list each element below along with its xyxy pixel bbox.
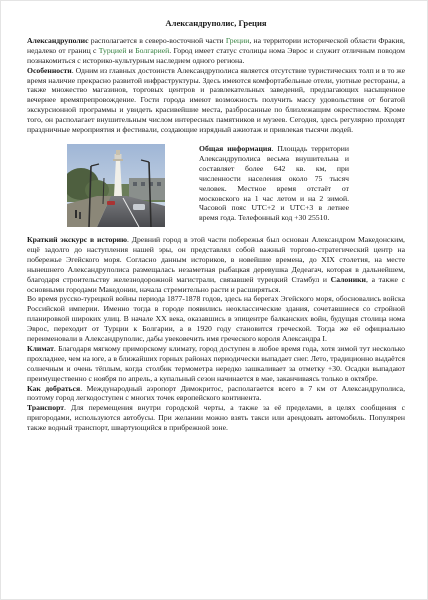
city-street-lighthouse-photo: [67, 144, 165, 227]
link-greece[interactable]: Греции: [225, 35, 250, 45]
transport-paragraph: Транспорт. Для перемещения внутри городской черты, а также за её пределами, в целях сообщения с пригородами, используются автобусы. При желании можно взять такси или арендовать автомобиль. Популярен также водный транспорт, швартующийся в прибрежной зоне.: [27, 403, 405, 433]
link-turkey[interactable]: Турцией: [98, 45, 127, 55]
intro-paragraph: Александруполис располагается в северо-восточной части Греции, на территории исторической области Фракия, недалеко от границ с Турцией и Болгарией. Город имеет статус столицы нома Эврос и служит отличным поводом познакомиться с историко-культурным наследием одного региона.: [27, 35, 405, 65]
intro-label: Александруполис: [27, 35, 89, 45]
salonika-label: Салоники: [330, 274, 366, 284]
getting-label: Как добраться: [27, 383, 81, 393]
info-label: Общая информация: [199, 143, 272, 153]
info-row: [27, 144, 405, 227]
page-title: Александруполис, Греция: [165, 18, 267, 28]
link-bulgaria[interactable]: Болгарией: [135, 45, 170, 55]
features-paragraph: Особенности. Одним из главных достоинств Александруполиса является отсутствие туристических толп и в то же время наличие прекрасно развитой инфраструктуры. Здесь имеются комфортабельные отели, уютные рестораны, а также множество магазинов, торговых центров и развлекательных заведений, предлагающих насыщенное вечернее времяпрепровождение. Гости города имеют возможность получить массу удовольствия от богатой экскурсионной программы и увидеть красивейшие места, разбросанные по близлежащим окрестностям. Кроме того, он располагает внушительным числом интересных памятников и музеев. Сегодня, здесь регулярно проходят праздничные мероприятия и фестивали, создающие изрядный ажиотаж и привлекая тысячи людей.: [27, 65, 405, 135]
info-paragraph: Общая информация. Площадь территории Александруполиса весьма внушительна и составляет более 642 кв. км, при численности населения около 75 тысяч человек. Местное время отстаёт от московского на 1 час летом и на 2 зимой. Часовой пояс UTC+2 и UTC+3 в летнее время года. Телефонный код +30 25510.: [199, 143, 349, 223]
climate-paragraph: Климат. Благодаря мягкому приморскому климату, город доступен в любое время года, хотя зимой тут несколько прохладнее, чем на юге, а в ближайших горных районах периодически выпадает снег. Лето, традиционно выдаётся солнечным и очень тёплым, когда столбик термометра нередко зашкаливает за отметку +30. Осадки выпадают преимущественно с ноября по апрель, а купальный сезон начинается в мае, заканчиваясь только в октябре.: [27, 343, 405, 383]
history-paragraph-2: Во время русско-турецкой войны периода 1877-1878 годов, здесь на берегах Эгейского моря, обосновались войска Российской империи. Именно тогда в городе появились неоклассические здания, сочетавшиеся со стройной планировкой широких улиц. В начале XX века, оказавшись в эпицентре балканских войн, будущая столица нома Эврос, переходит от Турции к Болгарии, а в 1920 году становится греческой. Тогда же её официально переименовали в Александруполис, дабы увековечить имя греческого короля Александра I.: [27, 294, 405, 344]
features-label: Особенности: [27, 65, 72, 75]
getting-paragraph: Как добраться. Международный аэропорт Димокритос, располагается всего в 7 км от Александруполиса, поэтому город легкодоступен с многих точек европейского континента.: [27, 383, 406, 403]
history-label: Краткий экскурс в историю: [27, 234, 127, 244]
transport-label: Транспорт: [27, 403, 65, 413]
history-paragraph: Краткий экскурс в историю. Древний город в этой части побережья был основан Александром Македонским, ещё задолго до наступления нашей эры, он представлял собой важный торгово-стратегический центр на побережье Эгейского моря. Согласно данным историков, в новейшие времена, до XIX столетия, на месте нынешнего Александруполиса размещалась незаметная рыбацкая деревушка Дедеагач, которая в дальнейшем, благодаря строительству железнодорожной магистрали, связавшей турецкий Стамбул и Салоники, а также с основными городами Македонии, начала стремительно расти и расширяться.: [27, 234, 405, 294]
climate-label: Климат: [27, 343, 54, 353]
